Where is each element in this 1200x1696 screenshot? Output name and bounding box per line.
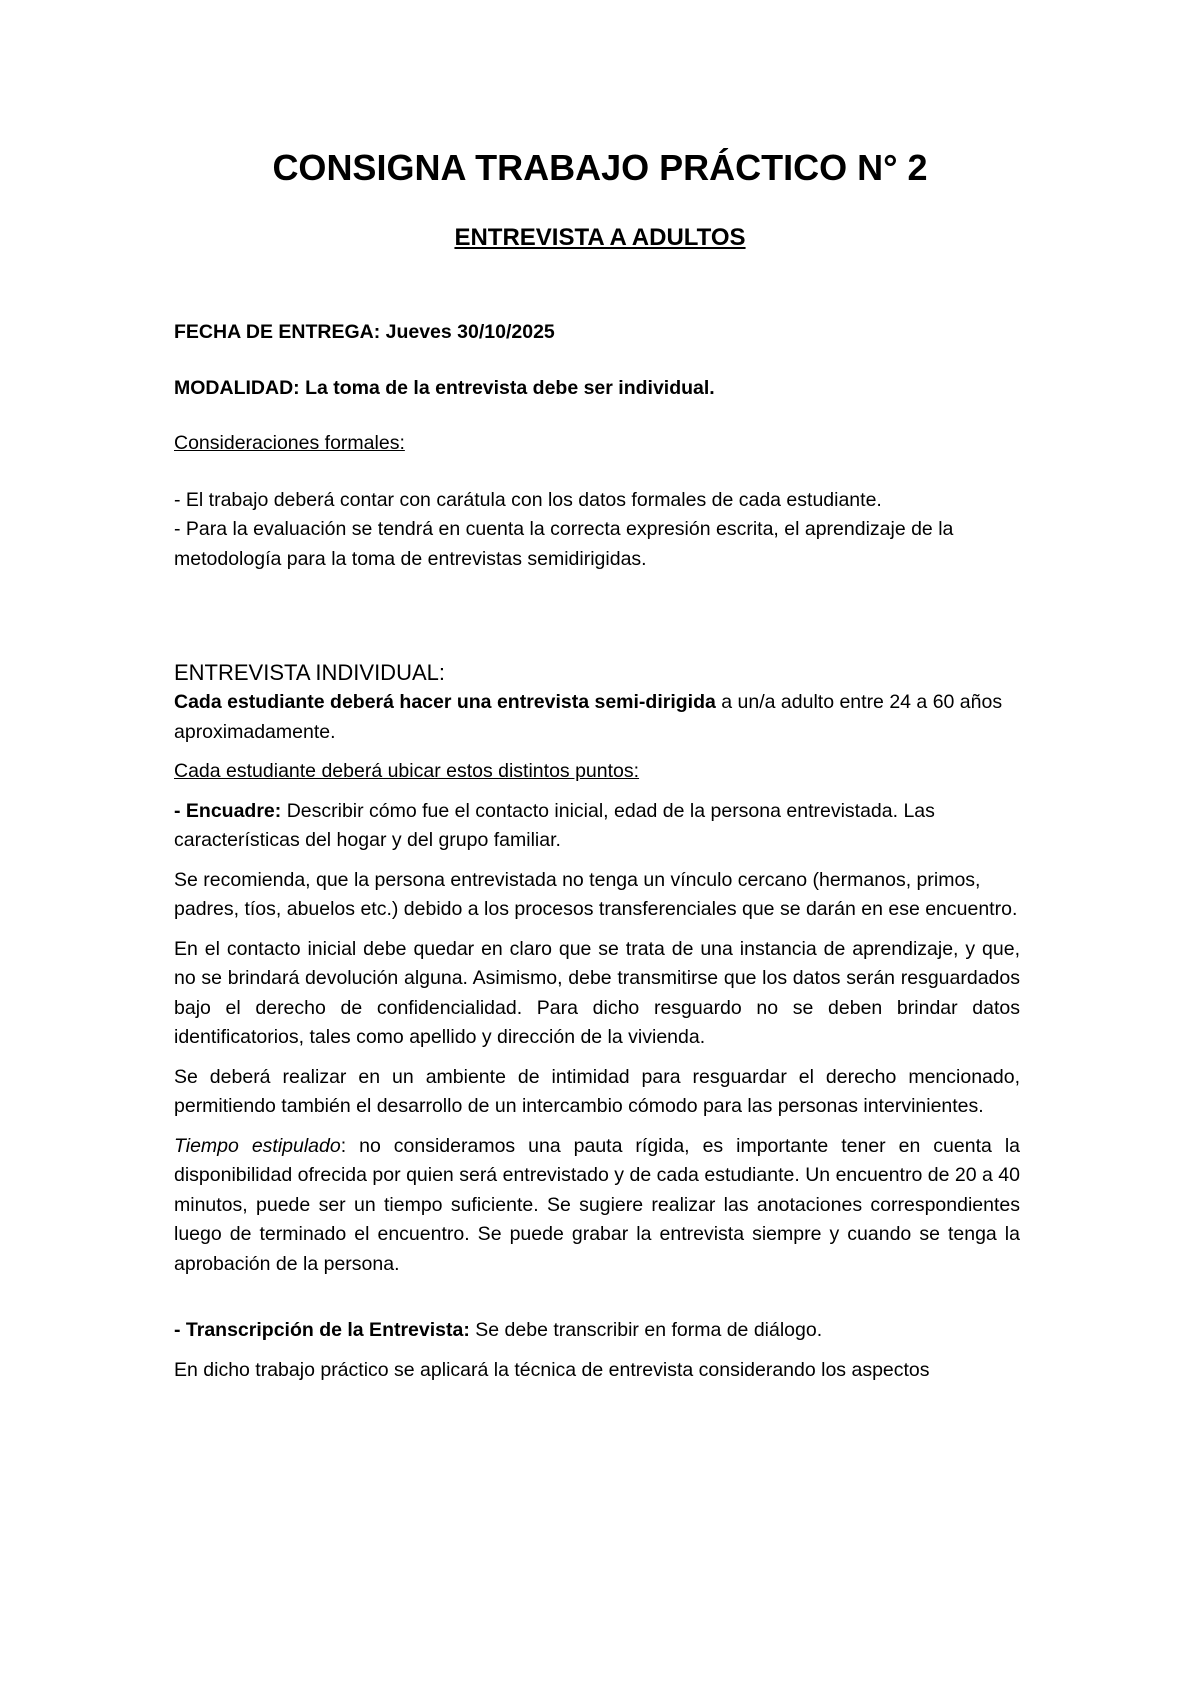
tiempo-estipulado-text: : no consideramos una pauta rígida, es importante tener en cuenta la disponibilidad ofrecida por quien será entrevistado y de cada estudiante. Un encuentro de 20 a 40 minutos, puede ser un tiempo suficiente. Se sugiere realizar las anotaciones correspondientes luego de terminado el encuentro. Se puede grabar la entrevista siempre y cuando se tenga la aprobación de la persona. (174, 1134, 1020, 1275)
encuadre-ambiente: Se deberá realizar en un ambiente de intimidad para resguardar el derecho mencionado, permitiendo también el desarrollo de un intercambio cómodo para las personas intervinientes. (174, 1065, 1020, 1117)
encuadre-paragraph (174, 797, 1020, 856)
consideraciones-heading: Consideraciones formales: (174, 432, 405, 454)
entrevista-intro-rest: a un/a adulto entre 24 a 60 años aproximadamente. (174, 691, 1003, 743)
page-subtitle: ENTREVISTA A ADULTOS (454, 224, 746, 251)
tiempo-estipulado-paragraph (174, 1132, 1020, 1280)
modalidad-text: La toma de la entrevista debe ser individual. (299, 376, 715, 399)
modalidad-label: MODALIDAD: (174, 376, 300, 399)
page-title: CONSIGNA TRABAJO PRÁCTICO N° 2 (272, 147, 928, 188)
transcripcion-aspectos: En dicho trabajo práctico se aplicará la técnica de entrevista considerando los aspectos (174, 1358, 930, 1381)
consideraciones-item-1: - El trabajo deberá contar con carátula con los datos formales de cada estudiante. (174, 488, 882, 511)
puntos-heading: Cada estudiante deberá ubicar estos distintos puntos: (174, 760, 640, 782)
encuadre-recomendacion: Se recomienda, que la persona entrevistada no tenga un vínculo cercano (hermanos, primos, padres, tíos, abuelos etc.) debido a los procesos transferenciales que se darán en ese encuentro. (174, 868, 1018, 920)
transcripcion-text: Se debe transcribir en forma de diálogo. (469, 1319, 823, 1341)
entrevista-individual-heading: ENTREVISTA INDIVIDUAL: (174, 660, 445, 685)
transcripcion-label: - Transcripción de la Entrevista: (174, 1319, 470, 1341)
encuadre-contacto-inicial: En el contacto inicial debe quedar en claro que se trata de una instancia de aprendizaje, y que, no se brindará devolución alguna. Asimismo, debe transmitirse que los datos serán resguardados bajo el derecho de confidencialidad. Para dicho resguardo no se deben brindar datos identificatorios, tales como apellido y dirección de la vivienda. (174, 937, 1020, 1048)
entrevista-intro (174, 688, 1020, 747)
transcripcion-paragraph (174, 1316, 1020, 1346)
tiempo-estipulado-label: Tiempo estipulado (174, 1134, 341, 1157)
encuadre-label: - Encuadre: (174, 799, 282, 822)
document-body (174, 318, 1020, 1385)
modalidad-line (174, 374, 1020, 404)
consideraciones-item-2: - Para la evaluación se tendrá en cuenta la correcta expresión escrita, el aprendizaje de la metodología para la toma de entrevistas semidirigidas. (174, 518, 954, 570)
fecha-entrega: FECHA DE ENTREGA: Jueves 30/10/2025 (174, 321, 555, 343)
encuadre-text: Describir cómo fue el contacto inicial, edad de la persona entrevistada. Las características del hogar y del grupo familiar. (174, 799, 935, 851)
entrevista-intro-bold: Cada estudiante deberá hacer una entrevista semi-dirigida (174, 691, 716, 713)
